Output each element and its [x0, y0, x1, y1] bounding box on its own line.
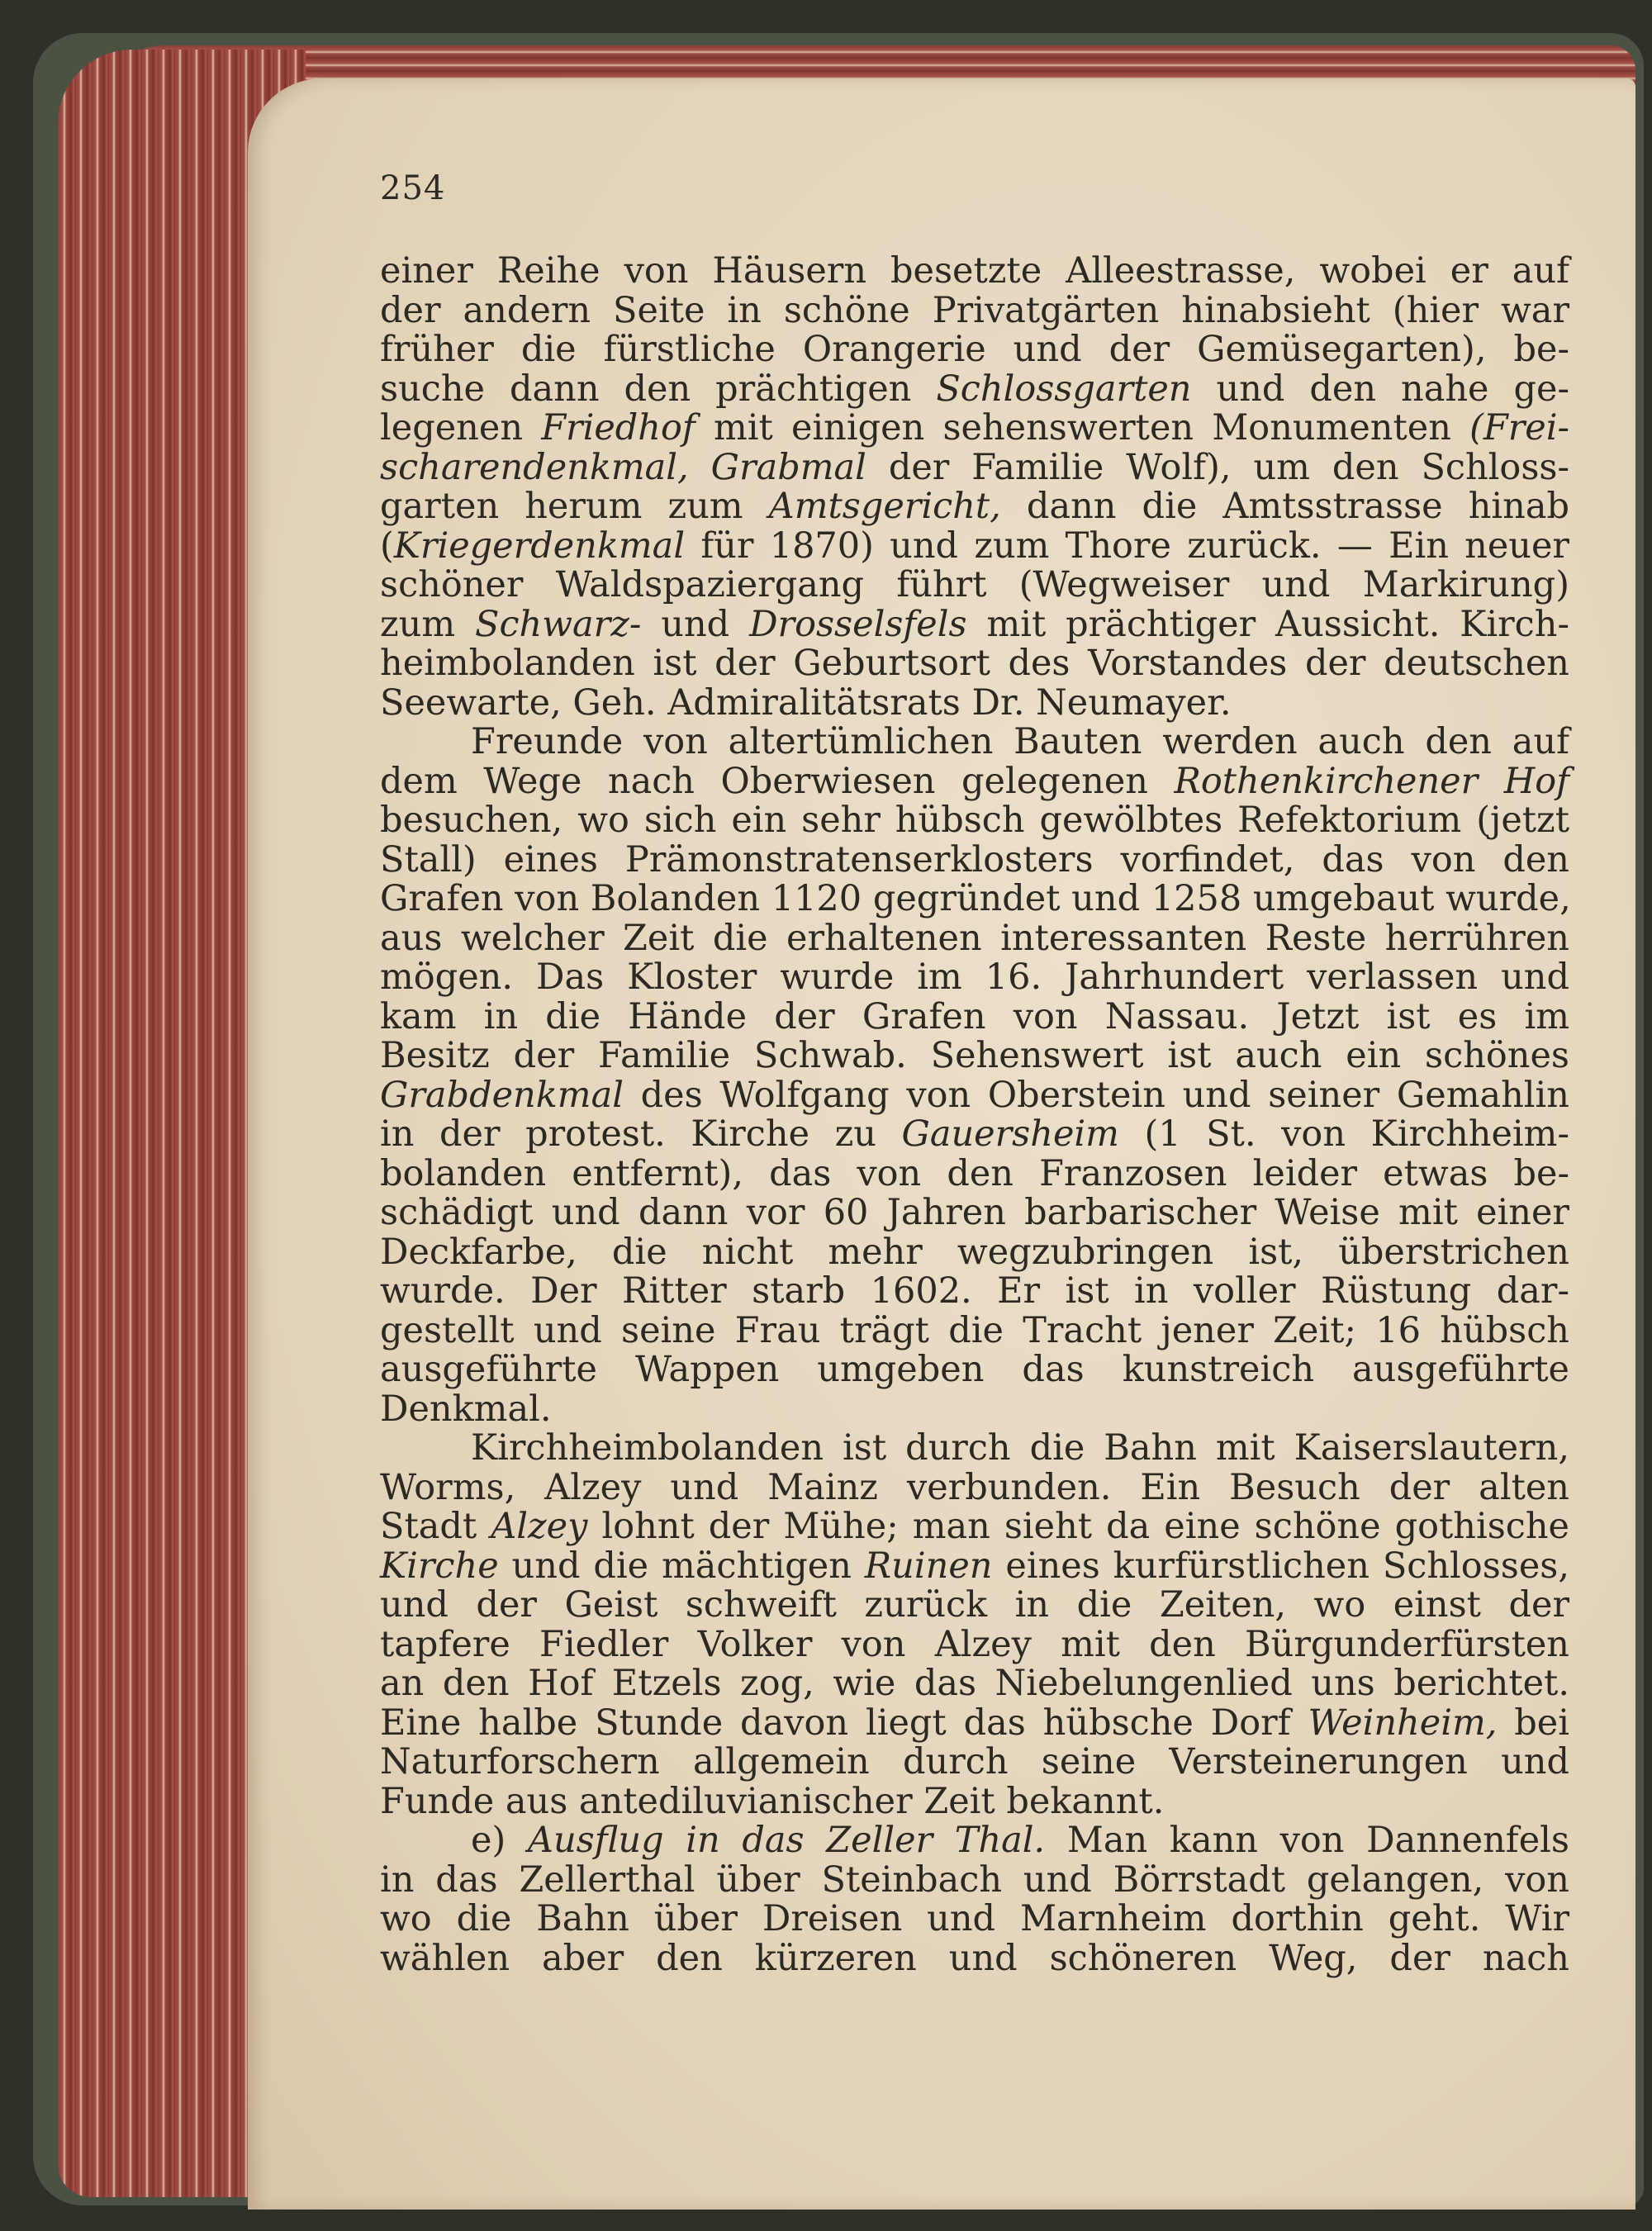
text-segment: einer Reihe von Häusern besetzte Alleestrasse, wobei er auf — [380, 250, 1569, 292]
text-segment: eines kurfürstlichen Schlosses, — [992, 1545, 1570, 1587]
text-segment: Grafen von Bolanden 1120 gegründet und 1258 umgebaut wurde, — [380, 878, 1571, 919]
text-line — [380, 1507, 1569, 1547]
text-line — [380, 1076, 1569, 1116]
text-line — [380, 487, 1569, 527]
text-line — [380, 1782, 1569, 1822]
text-segment: lohnt der Mühe; man sieht da eine schöne gothische — [587, 1506, 1569, 1547]
text-segment: mögen. Das Kloster wurde im 16. Jahrhundert verlassen und — [380, 956, 1569, 998]
italic-text: Schlossgarten — [936, 368, 1192, 410]
text-segment: tapfere Fiedler Volker von Alzey mit den Bürgunderfürsten — [380, 1623, 1569, 1665]
text-line — [380, 1586, 1569, 1626]
text-line — [380, 1350, 1569, 1390]
text-line — [380, 605, 1569, 645]
text-line — [380, 880, 1569, 919]
text-segment: schädigt und dann vor 60 Jahren barbarischer Weise mit einer — [380, 1192, 1569, 1233]
text-line — [380, 1390, 1569, 1430]
text-segment: garten herum zum — [380, 486, 769, 527]
text-segment: Denkmal. — [380, 1388, 552, 1430]
text-segment: Eine halbe Stunde davon liegt das hübsche Dorf — [380, 1702, 1308, 1744]
italic-text: Gauersheim — [901, 1113, 1119, 1155]
text-segment: ( — [380, 525, 394, 567]
text-segment: legenen — [380, 407, 542, 449]
text-segment: ausgeführte Wappen umgeben das kunstreich ausgeführte — [380, 1349, 1569, 1390]
text-segment: heimbolanden ist der Geburtsort des Vorstandes der deutschen — [380, 643, 1569, 684]
text-line — [380, 1939, 1569, 1979]
text-segment: mit einigen sehenswerten Monumenten — [695, 407, 1470, 449]
text-line — [380, 1623, 1569, 1665]
italic-text: Rothenkirchener Hof — [1174, 760, 1569, 802]
text-line — [380, 252, 1569, 292]
text-segment: Freunde von altertümlichen Bauten werden auch den auf — [471, 721, 1569, 762]
italic-text: Amtsgericht, — [768, 486, 1001, 527]
text-line — [380, 1704, 1569, 1744]
text-segment: besuchen, wo sich ein sehr hübsch gewölbtes Refektorium (jetzt — [380, 800, 1569, 841]
italic-text: Drosselsfels — [749, 603, 967, 645]
text-segment: kam in die Hände der Grafen von Nassau. Jetzt ist es im — [380, 995, 1569, 1037]
text-segment: in der protest. Kirche zu — [380, 1113, 902, 1155]
italic-text: Kirche — [380, 1545, 499, 1587]
text-segment: Funde aus antediluvianischer Zeit bekannt. — [380, 1780, 1165, 1822]
italic-text: Grabdenkmal — [380, 1074, 624, 1116]
text-segment: des Wolfgang von Oberstein und seiner Gemahlin — [623, 1074, 1569, 1116]
text-line — [380, 1900, 1569, 1939]
italic-text: Schwarz- — [475, 603, 642, 645]
page-number: 254 — [380, 169, 446, 207]
text-line — [380, 1272, 1569, 1312]
text-line — [380, 801, 1569, 841]
italic-text: Alzey — [491, 1506, 588, 1547]
text-segment: Deckfarbe, die nicht mehr wegzubringen ist, überstrichen — [380, 1231, 1569, 1273]
text-line — [380, 1466, 1569, 1508]
italic-text: (Frei- — [1469, 407, 1569, 449]
text-line — [380, 681, 1569, 724]
italic-text: Ausflug in das Zeller Thal. — [527, 1820, 1046, 1861]
text-line — [380, 370, 1569, 410]
text-segment: für 1870) und zum Thore zurück. — Ein neuer — [685, 525, 1569, 567]
text-segment: Man kann von Dannenfels — [1045, 1820, 1569, 1861]
text-line — [380, 1194, 1569, 1233]
text-line — [380, 958, 1569, 998]
text-segment: Naturforschern allgemein durch seine Versteinerungen und — [380, 1741, 1569, 1782]
text-line — [380, 1115, 1569, 1155]
italic-text: Weinheim, — [1308, 1702, 1498, 1744]
text-segment: der Familie Wolf), um den Schloss- — [866, 446, 1569, 488]
text-segment: bolanden entfernt), das von den Franzosen leider etwas be- — [380, 1152, 1569, 1194]
text-line — [380, 446, 1569, 488]
text-segment: aus welcher Zeit die erhaltenen interessanten Reste herrühren — [380, 917, 1569, 959]
text-line — [380, 1309, 1569, 1351]
text-segment: Seewarte, Geh. Admiralitätsrats Dr. Neumayer. — [380, 681, 1232, 724]
text-segment: und — [641, 603, 750, 645]
text-segment: wo die Bahn über Dreisen und Marnheim dorthin geht. Wir — [380, 1898, 1569, 1939]
text-segment: (1 St. von Kirchheim- — [1118, 1113, 1569, 1155]
text-segment: gestellt und seine Frau trägt die Tracht jener Zeit; 16 hübsch — [380, 1309, 1569, 1351]
text-line — [380, 723, 1569, 762]
italic-text: Kriegerdenkmal — [393, 525, 686, 567]
text-line — [380, 1743, 1569, 1782]
text-segment: in das Zellerthal über Steinbach und Börrstadt gelangen, von — [380, 1858, 1569, 1901]
text-line — [380, 1429, 1569, 1469]
text-segment: und der Geist schweift zurück in die Zeiten, wo einst der — [380, 1584, 1569, 1626]
text-segment: Kirchheimbolanden ist durch die Bahn mit Kaiserslautern, — [471, 1427, 1569, 1469]
text-segment: schöner Waldspaziergang führt (Wegweiser und Markirung) — [380, 564, 1569, 605]
text-segment: zum — [380, 603, 475, 645]
text-segment: Stadt — [380, 1506, 491, 1547]
text-line — [380, 330, 1569, 370]
body-text — [380, 252, 1569, 1978]
italic-text: Friedhof — [541, 407, 695, 449]
text-line — [380, 289, 1569, 331]
text-segment: Worms, Alzey und Mainz verbunden. Ein Besuch der alten — [380, 1466, 1569, 1508]
text-segment: Besitz der Familie Schwab. Sehenswert ist auch ein schönes — [380, 1035, 1569, 1076]
text-segment: dann die Amtsstrasse hinab — [1000, 486, 1570, 527]
italic-text: Ruinen — [864, 1545, 993, 1587]
text-line — [380, 1152, 1569, 1194]
text-segment: und die mächtigen — [498, 1545, 865, 1587]
text-segment: und den nahe ge- — [1191, 368, 1569, 410]
text-line — [380, 1664, 1569, 1704]
text-line — [380, 762, 1569, 802]
text-line — [380, 644, 1569, 684]
text-segment: der andern Seite in schöne Privatgärten hinabsieht (hier war — [380, 289, 1569, 331]
text-segment: bei — [1497, 1702, 1569, 1744]
text-line — [380, 566, 1569, 605]
text-line — [380, 838, 1569, 881]
text-segment: Stall) eines Prämonstratenserklosters vorfindet, das von den — [380, 838, 1569, 881]
text-line — [380, 1821, 1569, 1861]
text-line — [380, 1858, 1569, 1901]
text-line — [380, 1547, 1569, 1587]
text-line — [380, 527, 1569, 567]
text-segment: an den Hof Etzels zog, wie das Niebelungenlied uns berichtet. — [380, 1663, 1569, 1704]
text-line — [380, 409, 1569, 449]
text-segment: suche dann den prächtigen — [380, 368, 937, 410]
text-segment: früher die fürstliche Orangerie und der Gemüsegarten), be- — [380, 329, 1569, 370]
text-line — [380, 1233, 1569, 1273]
text-segment: mit prächtiger Aussicht. Kirch- — [966, 603, 1569, 645]
text-segment: e) — [471, 1820, 528, 1861]
text-segment: dem Wege nach Oberwiesen gelegenen — [380, 760, 1175, 802]
italic-text: scharendenkmal, Grabmal — [380, 446, 866, 488]
text-segment: wählen aber den kürzeren und schöneren Weg, der nach — [380, 1937, 1569, 1979]
text-line — [380, 995, 1569, 1037]
text-segment: wurde. Der Ritter starb 1602. Er ist in voller Rüstung dar- — [380, 1270, 1569, 1312]
text-line — [380, 919, 1569, 959]
text-line — [380, 1037, 1569, 1076]
